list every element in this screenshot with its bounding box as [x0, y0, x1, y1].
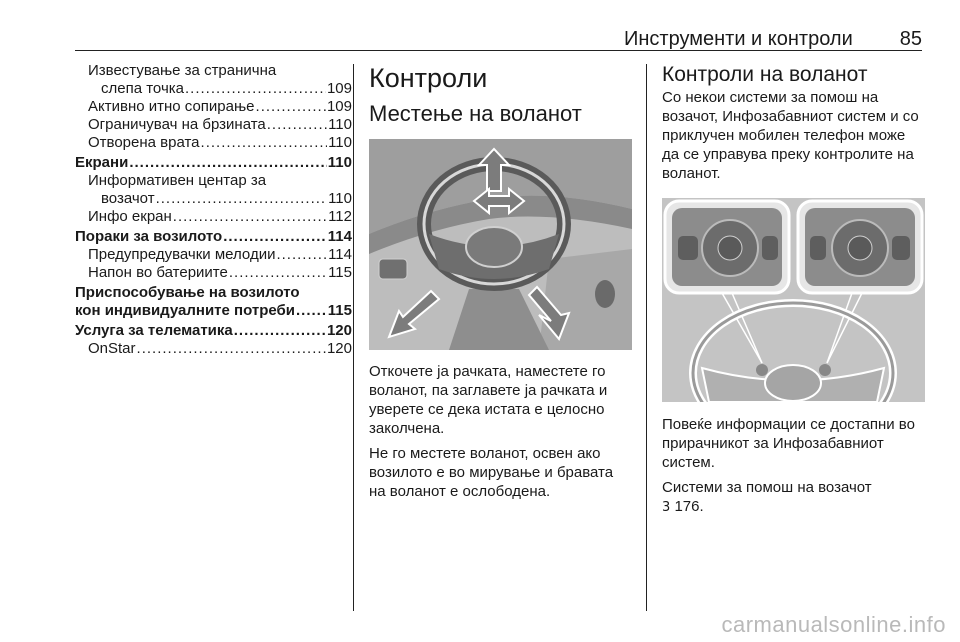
- toc-leader-dots: [173, 208, 327, 226]
- toc-page-number: 115: [327, 302, 352, 319]
- toc-leader-dots: [296, 302, 327, 320]
- toc-line: [88, 246, 352, 264]
- toc-entry[interactable]: [75, 134, 352, 152]
- toc-entry-title: Предупредувачки мелодии: [88, 246, 276, 263]
- toc-line: [88, 208, 352, 226]
- toc-line: [88, 62, 352, 80]
- toc-line: [75, 284, 352, 302]
- toc-entry-title: Активно итно сопирање: [88, 98, 255, 115]
- column-divider-1: [353, 64, 354, 611]
- toc-line: [88, 190, 352, 208]
- toc-page-number: 110: [328, 190, 352, 207]
- toc-page-number: 110: [327, 154, 352, 171]
- table-of-contents: [75, 62, 352, 358]
- toc-line: [88, 340, 352, 358]
- toc-page-number: 120: [326, 340, 352, 357]
- toc-page-number: 110: [328, 116, 352, 133]
- column-3: [662, 62, 925, 189]
- reference-page[interactable]: 176.: [674, 498, 704, 515]
- toc-entry-title: Отворена врата: [88, 134, 200, 151]
- steering-wheel-controls-illustration: [662, 198, 925, 402]
- toc-page-number: 120: [326, 322, 352, 339]
- toc-entry-title: Известување за странична: [88, 62, 277, 79]
- toc-entry-title: кон индивидуалните потреби: [75, 302, 296, 319]
- toc-leader-dots: [229, 264, 327, 282]
- header-rule: [75, 50, 922, 51]
- caption-paragraph: Повеќе информации се достапни во прирачникот за Инфозабавниот систем.: [662, 416, 915, 471]
- toc-entry-title: Екрани: [75, 154, 129, 171]
- column-3-body: [662, 415, 925, 523]
- toc-page-number: 112: [328, 208, 352, 225]
- toc-entry-title: Напон во батериите: [88, 264, 228, 281]
- reference-paragraph: [662, 478, 925, 517]
- toc-leader-dots: [223, 228, 327, 246]
- toc-line: [75, 154, 352, 172]
- toc-entry-title: Инфо екран: [88, 208, 172, 225]
- toc-entry-title: Информативен центар за: [88, 172, 267, 189]
- toc-leader-dots: [129, 154, 326, 172]
- toc-entry[interactable]: [75, 284, 352, 320]
- toc-entry-title: Ограничувач на брзината: [88, 116, 266, 133]
- paragraph-1: Откочете ја рачката, наместете го воланот, па заглавете ја рачката и уверете се дека истата е целосно заколчена.: [369, 363, 608, 437]
- toc-entry[interactable]: [75, 340, 352, 358]
- toc-entry[interactable]: [75, 172, 352, 208]
- column-divider-2: [646, 64, 647, 611]
- toc-line: [88, 80, 352, 98]
- toc-leader-dots: [276, 246, 327, 264]
- toc-entry[interactable]: [75, 116, 352, 134]
- toc-line: [88, 116, 352, 134]
- toc-entry[interactable]: [75, 154, 352, 172]
- toc-entry-title: слепа точка: [101, 80, 184, 97]
- steering-adjust-icon: [369, 139, 632, 350]
- toc-leader-dots: [185, 80, 326, 98]
- toc-page-number: 109: [326, 98, 352, 115]
- toc-entry[interactable]: [75, 246, 352, 264]
- toc-entry-title: Приспособување на возилото: [75, 284, 300, 301]
- page-number: 85: [899, 28, 922, 50]
- toc-page-number: 114: [328, 246, 352, 263]
- reference-text: Системи за помош на возачот: [662, 479, 872, 496]
- toc-line: [75, 322, 352, 340]
- toc-leader-dots: [256, 98, 326, 116]
- watermark: carmanualsonline.info: [721, 612, 946, 637]
- toc-entry-title: Пораки за возилото: [75, 228, 223, 245]
- toc-leader-dots: [267, 116, 327, 134]
- toc-leader-dots: [234, 322, 326, 340]
- toc-entry-title: Услуга за телематика: [75, 322, 233, 339]
- toc-leader-dots: [201, 134, 328, 152]
- toc-line: [75, 302, 352, 320]
- toc-entry[interactable]: [75, 98, 352, 116]
- toc-line: [88, 98, 352, 116]
- toc-entry[interactable]: [75, 208, 352, 226]
- toc-entry[interactable]: [75, 62, 352, 98]
- intro-paragraph: Со некои системи за помош на возачот, Инфозабавниот систем и со приклучен мобилен телефон може да се управува преку контролите на воланот.: [662, 89, 919, 182]
- column-2-body: [369, 362, 632, 507]
- column-2: [369, 62, 632, 128]
- paragraph-2: Не го местете воланот, освен ако возилото е во мирување и бравата на воланот е ослободена.: [369, 445, 614, 500]
- toc-leader-dots: [137, 340, 326, 358]
- toc-line: [88, 264, 352, 282]
- running-title: Инструменти и контроли: [624, 28, 853, 50]
- steering-controls-icon: [662, 198, 925, 402]
- section-title: Контроли: [369, 63, 488, 93]
- toc-line: [75, 228, 352, 246]
- toc-entry[interactable]: [75, 264, 352, 282]
- toc-entry-title: OnStar: [88, 340, 136, 357]
- subsection-title: Контроли на воланот: [662, 63, 868, 86]
- toc-page-number: 114: [327, 228, 352, 245]
- toc-page-number: 109: [326, 80, 352, 97]
- toc-line: [88, 134, 352, 152]
- toc-leader-dots: [156, 190, 328, 208]
- steering-adjust-illustration: [369, 139, 632, 350]
- toc-entry[interactable]: [75, 228, 352, 246]
- toc-entry-title: возачот: [101, 190, 155, 207]
- arrow-reference-icon: 3: [662, 500, 671, 515]
- subsection-title: Местење на воланот: [369, 101, 582, 126]
- toc-page-number: 115: [328, 264, 352, 281]
- toc-entry[interactable]: [75, 322, 352, 340]
- toc-page-number: 110: [328, 134, 352, 151]
- toc-line: [88, 172, 352, 190]
